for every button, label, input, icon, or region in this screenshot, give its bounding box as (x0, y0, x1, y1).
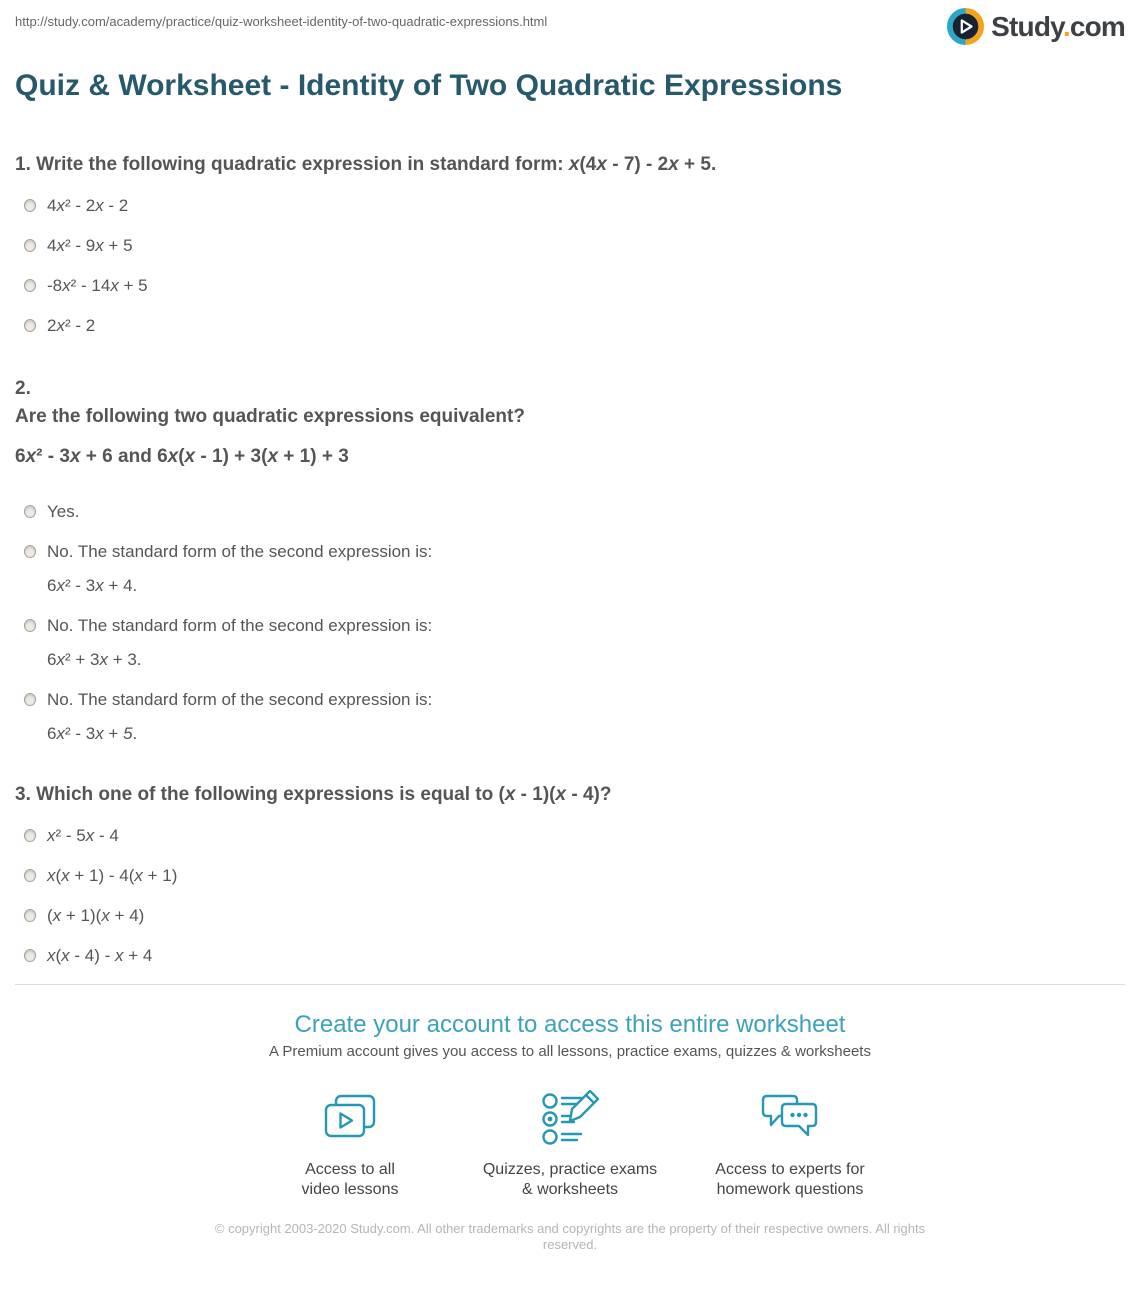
q1-option-1[interactable] (24, 194, 1125, 217)
question-3-options (15, 824, 1125, 967)
q2-option-4[interactable] (24, 688, 1125, 745)
option-label: 2x² - 2 (47, 316, 96, 335)
option-math: 6x² + 3x + 3. (47, 650, 142, 669)
question-1-prompt (15, 151, 1125, 179)
question-3-prompt-math: (x - 1)(x - 4)? (498, 784, 612, 805)
question-1-prompt-text: 1. Write the following quadratic expression in standard form: (15, 154, 569, 175)
option-label: 4x² - 9x + 5 (47, 236, 133, 255)
question-2-options (15, 500, 1125, 745)
question-1 (15, 103, 1125, 337)
question-2-number: 2. (15, 378, 31, 399)
question-2 (15, 354, 1125, 745)
page-header (0, 0, 1140, 45)
feature-label: Access to all video lessons (301, 1161, 399, 1198)
feature-homework-experts (680, 1090, 900, 1200)
video-lessons-icon (321, 1093, 379, 1145)
studycom-logo[interactable] (947, 8, 1125, 45)
question-3-prompt (15, 781, 1125, 809)
q3-option-2[interactable] (24, 864, 1125, 887)
homework-experts-icon (759, 1092, 821, 1146)
option-label: x(x + 1) - 4(x + 1) (47, 866, 178, 885)
q1-option-3[interactable] (24, 274, 1125, 297)
q1-option-4[interactable] (24, 314, 1125, 337)
option-body (47, 540, 432, 597)
radio-button[interactable] (24, 869, 36, 882)
studycom-play-icon (947, 8, 984, 45)
option-math: 6x² - 3x + 5. (47, 724, 138, 743)
feature-quizzes-worksheets (460, 1090, 680, 1200)
feature-label: Access to experts for homework questions (715, 1161, 865, 1198)
q3-option-1[interactable] (24, 824, 1125, 847)
radio-button[interactable] (24, 505, 36, 518)
page-title: Quiz & Worksheet - Identity of Two Quadratic Expressions (15, 69, 843, 102)
question-1-prompt-math: x(4x - 7) - 2x + 5. (568, 154, 717, 175)
radio-button[interactable] (24, 319, 36, 332)
option-label: (x + 1)(x + 4) (47, 906, 145, 925)
q3-option-3[interactable] (24, 904, 1125, 927)
feature-list (240, 1090, 900, 1200)
option-label: No. The standard form of the second expression is: (47, 690, 433, 709)
option-label: 4x² - 2x - 2 (47, 196, 129, 215)
q2-option-1[interactable] (24, 500, 1125, 523)
premium-subtitle: A Premium account gives you access to all lessons, practice exams, quizzes & worksheets (269, 1043, 871, 1060)
question-1-options (15, 194, 1125, 337)
quizzes-worksheets-icon (539, 1090, 601, 1148)
option-body (47, 614, 432, 671)
radio-button[interactable] (24, 199, 36, 212)
option-body (47, 688, 432, 745)
radio-button[interactable] (24, 619, 36, 632)
option-label: x² - 5x - 4 (47, 826, 119, 845)
copyright-notice: © copyright 2003-2020 Study.com. All other trademarks and copyrights are the property of their respective owners. All rights reserved. (214, 1221, 926, 1252)
radio-button[interactable] (24, 693, 36, 706)
question-3 (15, 762, 1125, 967)
radio-button[interactable] (24, 239, 36, 252)
question-2-prompt-text: Are the following two quadratic expressions equivalent? (15, 406, 525, 427)
feature-video-lessons (240, 1090, 460, 1200)
option-label: Yes. (47, 502, 80, 521)
feature-label: Quizzes, practice exams & worksheets (482, 1161, 658, 1198)
option-label: x(x - 4) - x + 4 (47, 946, 153, 965)
q2-option-2[interactable] (24, 540, 1125, 597)
radio-button[interactable] (24, 829, 36, 842)
option-label: No. The standard form of the second expression is: (47, 542, 433, 561)
q2-option-3[interactable] (24, 614, 1125, 671)
create-account-link[interactable]: Create your account to access this entire worksheet (294, 1011, 846, 1038)
section-divider (15, 984, 1125, 985)
radio-button[interactable] (24, 949, 36, 962)
option-label: -8x² - 14x + 5 (47, 276, 148, 295)
radio-button[interactable] (24, 279, 36, 292)
radio-button[interactable] (24, 545, 36, 558)
source-url: http://study.com/academy/practice/quiz-worksheet-identity-of-two-quadratic-expressions.html (15, 14, 548, 29)
question-3-prompt-text: 3. Which one of the following expressions is equal to (15, 784, 499, 805)
option-label: No. The standard form of the second expression is: (47, 616, 433, 635)
radio-button[interactable] (24, 909, 36, 922)
question-2-prompt (15, 375, 1125, 431)
question-2-prompt-math: 6x² - 3x + 6 and 6x(x - 1) + 3(x + 1) + 3 (15, 446, 349, 467)
q3-option-4[interactable] (24, 944, 1125, 967)
q1-option-2[interactable] (24, 234, 1125, 257)
option-math: 6x² - 3x + 4. (47, 576, 138, 595)
studycom-logo-text: Study.com (991, 10, 1125, 42)
